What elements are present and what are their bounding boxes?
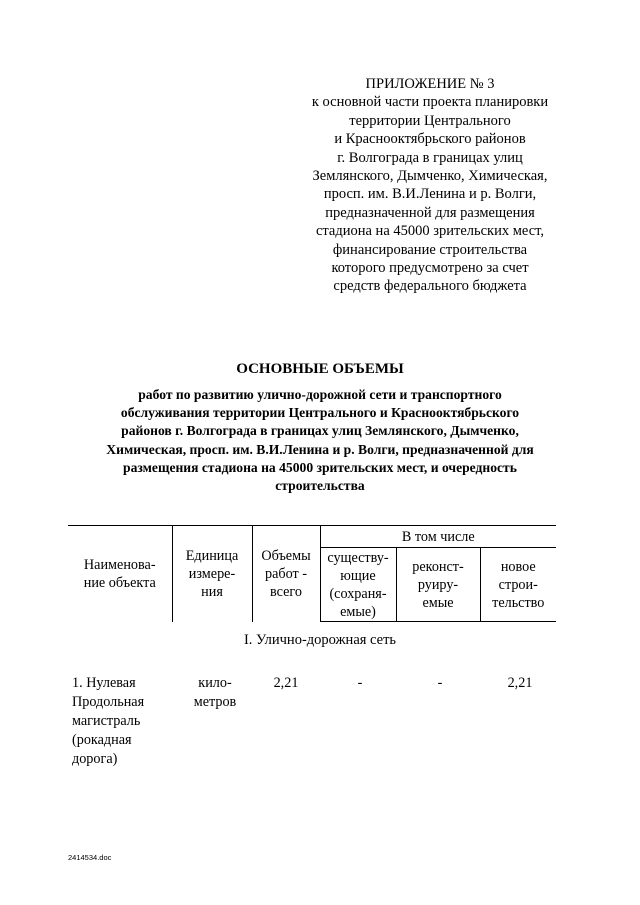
subtitle-line: размещения стадиона на 45000 зрительских мест, и очередность xyxy=(123,459,517,475)
header-unit: Единица измере- ния xyxy=(172,526,252,622)
header-new: новое строи- тельство xyxy=(480,548,556,622)
header-group: В том числе xyxy=(320,526,556,548)
subtitle-line: Химическая, просп. им. В.И.Ленина и р. Волги, предназначенной для xyxy=(106,441,534,457)
appendix-line: г. Волгограда в границах улиц xyxy=(337,149,523,166)
header-existing: существу- ющие (сохраня- емые) xyxy=(320,548,396,622)
row-reconstructed: - xyxy=(437,675,443,691)
subtitle-line: обслуживания территории Центрального и Краснооктябрьского xyxy=(120,405,520,421)
header-total: Объемы работ - всего xyxy=(252,526,320,622)
document-title: ОСНОВНЫЕ ОБЪЕМЫ xyxy=(236,361,404,377)
row-existing: - xyxy=(357,675,363,691)
appendix-line: просп. им. В.И.Ленина и р. Волги, xyxy=(323,186,537,203)
row-name: 1. Нулевая Продольная магистраль (рокадная дорога) xyxy=(72,675,145,767)
file-name-footer: 2414534.doc xyxy=(68,853,112,862)
row-new: 2,21 xyxy=(507,675,533,691)
appendix-line: средств федерального бюджета xyxy=(333,278,527,295)
appendix-line: территории Центрального xyxy=(349,112,511,129)
appendix-line: ПРИЛОЖЕНИЕ № 3 xyxy=(365,76,495,92)
subtitle-line: строительства xyxy=(275,478,365,494)
appendix-line: Землянского, Дымченко, Химическая, xyxy=(312,168,548,185)
header-name: Наименова- ние объекта xyxy=(68,526,172,622)
appendix-line: которого предусмотрено за счет xyxy=(331,260,529,277)
volumes-table xyxy=(68,525,556,622)
appendix-line: и Краснооктябрьского районов xyxy=(334,131,526,148)
subtitle-line: районов г. Волгограда в границах улиц Землянского, Дымченко, xyxy=(121,423,519,439)
appendix-heading xyxy=(290,75,570,296)
appendix-line: финансирование строительства xyxy=(332,241,528,258)
row-total: 2,21 xyxy=(273,675,299,691)
appendix-line: предназначенной для размещения xyxy=(325,204,535,221)
document-subtitle xyxy=(60,386,580,495)
section-heading: I. Улично-дорожная сеть xyxy=(243,632,397,648)
row-unit: кило- метров xyxy=(193,675,237,710)
appendix-line: к основной части проекта планировки xyxy=(311,94,549,111)
header-reconstructed: реконст- руиру- емые xyxy=(396,548,480,622)
appendix-line: стадиона на 45000 зрительских мест, xyxy=(315,223,545,240)
subtitle-line: работ по развитию улично-дорожной сети и транспортного xyxy=(138,387,502,402)
